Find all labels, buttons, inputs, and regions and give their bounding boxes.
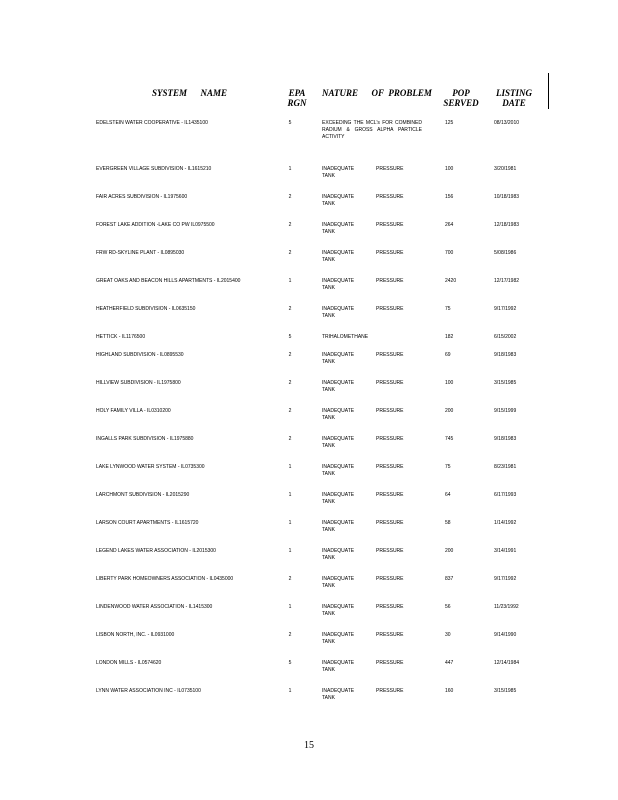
listing-date-cell: 11/23/1992 (494, 604, 519, 610)
nature-text: INADEQUATE TANK (322, 492, 355, 505)
pop-served-cell: 745 (445, 436, 454, 442)
pop-served-cell: 30 (445, 632, 451, 638)
nature-cell (322, 660, 422, 674)
pop-served-cell: 64 (445, 492, 451, 498)
nature-cell (322, 688, 422, 702)
pop-served-cell: 156 (445, 194, 454, 200)
nature-cell (322, 352, 422, 366)
pop-served-cell: 56 (445, 604, 451, 610)
problem-text: PRESSURE (376, 548, 404, 554)
epa-region-cell: 2 (288, 306, 292, 312)
nature-cell (322, 632, 422, 646)
nature-cell (322, 520, 422, 534)
problem-text: PRESSURE (376, 278, 404, 284)
epa-region-cell: 2 (288, 576, 292, 582)
nature-text: INADEQUATE TANK (322, 604, 355, 617)
pop-served-cell: 160 (445, 688, 454, 694)
nature-cell (322, 408, 422, 422)
epa-region-cell: 2 (288, 380, 292, 386)
problem-text: PRESSURE (376, 688, 404, 694)
listing-date-cell: 5/08/1986 (494, 250, 517, 256)
nature-cell (322, 306, 422, 320)
epa-region-cell: 2 (288, 436, 292, 442)
listing-date-cell: 12/14/1984 (494, 660, 520, 666)
problem-text: PRESSURE (376, 222, 404, 228)
system-name-cell: LIBERTY PARK HOMEOWNERS ASSOCIATION - IL0435000 (96, 576, 234, 582)
epa-region-cell: 5 (288, 334, 292, 340)
nature-cell (322, 166, 422, 180)
nature-cell (322, 604, 422, 618)
pop-served-cell: 100 (445, 380, 454, 386)
nature-text: INADEQUATE TANK (322, 166, 355, 179)
problem-text: PRESSURE (376, 306, 404, 312)
header-listing-date: LISTING DATE (495, 88, 532, 108)
system-name-cell: LARCHMONT SUBDIVISION - IL2015290 (96, 492, 190, 498)
epa-region-cell: 2 (288, 194, 292, 200)
problem-text: PRESSURE (376, 464, 404, 470)
nature-text: INADEQUATE TANK (322, 306, 355, 319)
pop-served-cell: 837 (445, 576, 454, 582)
listing-date-cell: 12/17/1982 (494, 278, 520, 284)
pop-served-cell: 200 (445, 548, 454, 554)
nature-cell (322, 464, 422, 478)
epa-region-cell: 1 (288, 548, 292, 554)
system-name-cell: LARSON COURT APARTMENTS - IL1615720 (96, 520, 199, 526)
pop-served-cell: 100 (445, 166, 454, 172)
header-nature-of-problem: NATURE OF PROBLEM (322, 88, 432, 98)
nature-cell (322, 222, 422, 236)
system-name-cell: HILLVIEW SUBDIVISION - IL1975800 (96, 380, 181, 386)
pop-served-cell: 69 (445, 352, 451, 358)
epa-region-cell: 2 (288, 632, 292, 638)
nature-cell (322, 576, 422, 590)
listing-date-cell: 3/15/1985 (494, 380, 517, 386)
epa-region-cell: 1 (288, 464, 292, 470)
listing-date-cell: 1/14/1992 (494, 520, 517, 526)
system-name-cell: HETTICK - IL1176500 (96, 334, 146, 340)
nature-text: INADEQUATE TANK (322, 194, 355, 207)
system-name-cell: LISBON NORTH, INC. - IL0931000 (96, 632, 175, 638)
epa-region-cell: 1 (288, 520, 292, 526)
system-name-cell: LYNN WATER ASSOCIATION INC - IL0735100 (96, 688, 201, 694)
listing-date-cell: 9/17/1992 (494, 306, 517, 312)
listing-date-cell: 10/18/1983 (494, 194, 520, 200)
nature-cell (322, 278, 422, 292)
problem-text: PRESSURE (376, 380, 404, 386)
listing-date-cell: 6/15/2002 (494, 334, 517, 340)
nature-text: INADEQUATE TANK (322, 576, 355, 589)
pop-served-cell: 75 (445, 464, 451, 470)
pop-served-cell: 125 (445, 120, 454, 126)
epa-region-cell: 1 (288, 604, 292, 610)
nature-text: INADEQUATE TANK (322, 408, 355, 421)
epa-region-cell: 1 (288, 278, 292, 284)
system-name-cell: LINDENWOOD WATER ASSOCIATION - IL1415300 (96, 604, 213, 610)
listing-date-cell: 9/18/1983 (494, 352, 517, 358)
epa-region-cell: 1 (288, 492, 292, 498)
header-pop-served: POP SERVED (443, 88, 479, 108)
margin-bar (548, 73, 549, 109)
listing-date-cell: 9/15/1999 (494, 408, 517, 414)
system-name-cell: EVERGREEN VILLAGE SUBDIVISION - IL1615210 (96, 166, 212, 172)
pop-served-cell: 182 (445, 334, 454, 340)
pop-served-cell: 200 (445, 408, 454, 414)
system-name-cell: HIGHLAND SUBDIVISION - IL0895530 (96, 352, 184, 358)
problem-text: PRESSURE (376, 408, 404, 414)
nature-text: INADEQUATE TANK (322, 250, 355, 263)
nature-cell (322, 436, 422, 450)
pop-served-cell: 700 (445, 250, 454, 256)
problem-text: PRESSURE (376, 604, 404, 610)
header-system-name: SYSTEM NAME (152, 88, 228, 98)
problem-text: PRESSURE (376, 576, 404, 582)
listing-date-cell: 08/13/2010 (494, 120, 520, 126)
epa-region-cell: 2 (288, 250, 292, 256)
epa-region-cell: 5 (288, 660, 292, 666)
page-number: 15 (304, 740, 314, 751)
listing-date-cell: 3/14/1991 (494, 548, 517, 554)
nature-text: INADEQUATE TANK (322, 352, 355, 365)
nature-cell (322, 194, 422, 208)
epa-region-cell: 2 (288, 352, 292, 358)
system-name-cell: EDELSTEIN WATER COOPERATIVE - IL1435100 (96, 120, 208, 126)
pop-served-cell: 58 (445, 520, 451, 526)
problem-text: PRESSURE (376, 632, 404, 638)
problem-text: PRESSURE (376, 436, 404, 442)
listing-date-cell: 9/18/1983 (494, 436, 517, 442)
listing-date-cell: 9/14/1990 (494, 632, 517, 638)
nature-text: INADEQUATE TANK (322, 660, 355, 673)
nature-text: INADEQUATE TANK (322, 688, 355, 701)
nature-cell (322, 492, 422, 506)
epa-region-cell: 1 (288, 688, 292, 694)
header-epa-rgn: EPA RGN (287, 88, 307, 108)
nature-cell: TRIHALOMETHANE (322, 334, 369, 340)
pop-served-cell: 264 (445, 222, 454, 228)
nature-cell: EXCEEDING THE MCL's FOR COMBINED RADIUM & GROSS ALPHA PARTICLE ACTIVITY (322, 120, 422, 140)
nature-cell (322, 250, 422, 264)
nature-text: INADEQUATE TANK (322, 464, 355, 477)
problem-text: PRESSURE (376, 660, 404, 666)
listing-date-cell: 6/17/1993 (494, 492, 517, 498)
pop-served-cell: 75 (445, 306, 451, 312)
problem-text: PRESSURE (376, 492, 404, 498)
nature-text: INADEQUATE TANK (322, 278, 355, 291)
problem-text: PRESSURE (376, 194, 404, 200)
problem-text: PRESSURE (376, 520, 404, 526)
nature-text: INADEQUATE TANK (322, 520, 355, 533)
listing-date-cell: 12/18/1983 (494, 222, 520, 228)
epa-region-cell: 2 (288, 222, 292, 228)
system-name-cell: GREAT OAKS AND BEACON HILLS APARTMENTS - IL2015400 (96, 278, 241, 284)
pop-served-cell: 447 (445, 660, 454, 666)
listing-date-cell: 9/17/1992 (494, 576, 517, 582)
nature-text: INADEQUATE TANK (322, 436, 355, 449)
system-name-cell: HOLY FAMILY VILLA - IL0310200 (96, 408, 171, 414)
system-name-cell: LONDON MILLS - IL0574620 (96, 660, 162, 666)
problem-text: PRESSURE (376, 166, 404, 172)
system-name-cell: LAKE LYNWOOD WATER SYSTEM - IL0735300 (96, 464, 205, 470)
listing-date-cell: 3/20/1981 (494, 166, 517, 172)
nature-text: INADEQUATE TANK (322, 222, 355, 235)
nature-text: INADEQUATE TANK (322, 632, 355, 645)
system-name-cell: LEGEND LAKES WATER ASSOCIATION - IL2015300 (96, 548, 216, 554)
epa-region-cell: 2 (288, 408, 292, 414)
pop-served-cell: 2420 (445, 278, 457, 284)
system-name-cell: FRW RD-SKYLINE PLANT - IL0895030 (96, 250, 185, 256)
problem-text: PRESSURE (376, 250, 404, 256)
system-name-cell: INGALLS PARK SUBDIVISION - IL1975880 (96, 436, 194, 442)
nature-text: INADEQUATE TANK (322, 548, 355, 561)
system-name-cell: FOREST LAKE ADDITION -LAKE CO PW IL0975500 (96, 222, 215, 228)
nature-text: INADEQUATE TANK (322, 380, 355, 393)
nature-cell (322, 380, 422, 394)
epa-region-cell: 1 (288, 166, 292, 172)
epa-region-cell: 5 (288, 120, 292, 126)
system-name-cell: FAIR ACRES SUBDIVISION - IL1975600 (96, 194, 188, 200)
system-name-cell: HEATHERFIELD SUBDIVISION - IL0635150 (96, 306, 196, 312)
problem-text: PRESSURE (376, 352, 404, 358)
listing-date-cell: 3/15/1985 (494, 688, 517, 694)
nature-cell (322, 548, 422, 562)
listing-date-cell: 8/23/1981 (494, 464, 517, 470)
